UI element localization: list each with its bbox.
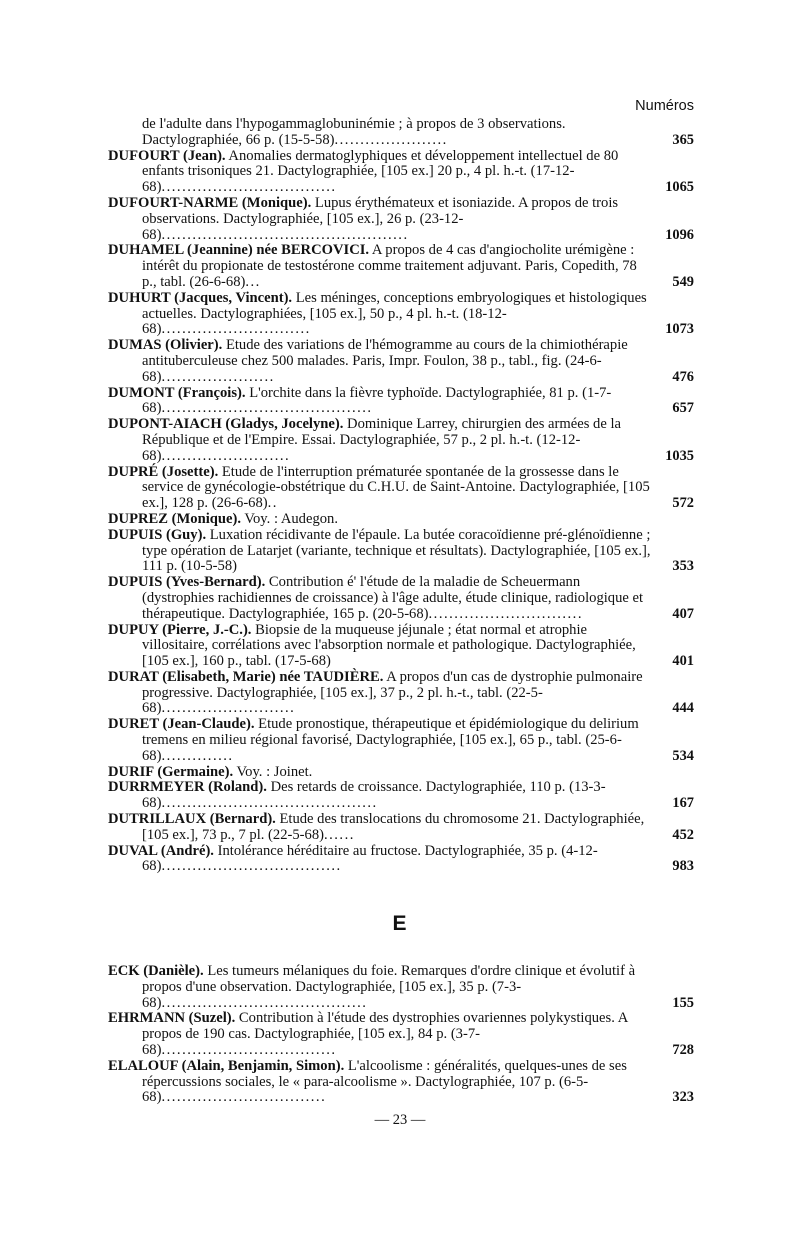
entry-text (108, 623, 694, 670)
entry-description: Etude des translocations du chromosome 21. Dactylographiée, [105 ex.], 73 p., 7 pl. (22-5-68) (142, 811, 645, 843)
author-name: ELALOUF (Alain, Benjamin, Simon). (108, 1057, 345, 1074)
list-item (108, 844, 694, 876)
thesis-number: 407 (672, 605, 694, 622)
author-name: DUMAS (Olivier). (108, 337, 223, 354)
list-item (108, 117, 694, 149)
entry-text (108, 196, 694, 243)
list-item (108, 465, 694, 512)
leader-dots: ...................... (334, 131, 448, 148)
author-name: EHRMANN (Suzel). (108, 1010, 236, 1027)
author-name: DUVAL (André). (108, 842, 214, 859)
leader-dots: ................................ (161, 1089, 327, 1106)
author-name: ECK (Danièle). (108, 963, 204, 979)
leader-dots: .............................. (428, 605, 583, 622)
author-name: DUPUY (Pierre, J.-C.). (108, 621, 252, 638)
author-name: DURRMEYER (Roland). (108, 779, 267, 796)
entry-description: L'alcoolisme : généralités, quelques-unes de ses répercussions sociales, le « para-alcoolisme ». Dactylographiée, 107 p. (6-5-68) (142, 1057, 627, 1106)
thesis-number: 401 (672, 653, 694, 670)
list-item (108, 291, 694, 338)
entry-description: Luxation récidivante de l'épaule. La butée coracoïdienne pré-glénoïdienne ; type opération de Latarjet (variante, technique et résultats). Dactylographiée, [105 ex.], 111 p. (10-5-58) (142, 526, 651, 575)
entry-description: A propos d'un cas de dystrophie pulmonaire progressive. Dactylographiée, [105 ex.], 37 p., 2 pl. h.-t., tabl. (22-5-68) (142, 668, 643, 717)
entry-description: Contribution à l'étude des dystrophies ovariennes polykystiques. A propos de 190 cas. Dactylographiée, [105 ex.], 84 p. (3-7-68) (142, 1010, 628, 1058)
thesis-number: 572 (672, 495, 694, 512)
thesis-number: 549 (672, 273, 694, 290)
entry-text (108, 1059, 694, 1106)
thesis-number: 323 (672, 1089, 694, 1106)
entry-description: Anomalies dermatoglyphiques et développement intellectuel de 80 enfants trisoniques 21. Dactylographiée, [105 ex.] 20 p., 4 pl. h.-t. (17-12-68) (142, 147, 619, 196)
entry-text (108, 512, 694, 528)
leader-dots: .............. (161, 747, 234, 764)
leader-dots: .. (267, 495, 278, 512)
entry-text (108, 149, 694, 196)
author-name: DUPRÉ (Josette). (108, 463, 219, 480)
entry-text (108, 964, 694, 1011)
list-item (108, 417, 694, 464)
thesis-number: 1073 (665, 321, 694, 338)
thesis-number: 167 (672, 795, 694, 812)
leader-dots: ... (245, 273, 261, 290)
leader-dots: ...................... (161, 368, 275, 385)
entry-text (108, 780, 694, 812)
entry-text (108, 243, 694, 290)
leader-dots: ............................. (161, 321, 311, 338)
leader-dots: ......................... (161, 447, 291, 464)
thesis-number: 155 (672, 994, 694, 1011)
thesis-number: 1035 (665, 447, 694, 464)
entry-description: L'orchite dans la fièvre typhoïde. Dactylographiée, 81 p. (1-7-68) (142, 384, 612, 417)
leader-dots: ................................................ (161, 226, 409, 243)
leader-dots: .......................................... (161, 795, 378, 812)
page-number: — 23 — (374, 1112, 426, 1128)
entry-description: Voy. : Joinet. (233, 763, 313, 780)
entry-description: Lupus érythémateux et isoniazide. A propos de trois observations. Dactylographiée, [105 ex.], 26 p. (23-12-68) (142, 194, 619, 243)
author-name: DURIF (Germaine). (108, 763, 234, 780)
author-name: DUFOURT (Jean). (108, 147, 226, 164)
list-item (108, 338, 694, 385)
entry-text (108, 417, 694, 464)
author-name: DURAT (Elisabeth, Marie) née TAUDIÈRE. (108, 668, 384, 685)
entry-description: Voy. : Audegon. (240, 510, 338, 527)
entry-description: A propos de 4 cas d'angiocholite urémigène : intérêt du propionate de testostérone comme traitement adjuvant. Paris, Copedith, 78 p., tabl. (26-6-68) (142, 242, 637, 290)
leader-dots: ...... (323, 826, 355, 843)
section-letter: E (392, 912, 408, 935)
list-item (108, 528, 694, 575)
author-name: DUMONT (François). (108, 384, 246, 401)
list-item (108, 1059, 694, 1106)
list-item (108, 386, 694, 418)
leader-dots: ......................................... (161, 400, 373, 417)
thesis-number: 365 (672, 131, 694, 148)
author-name: DUPONT-AIACH (Gladys, Jocelyne). (108, 416, 344, 433)
entry-text (108, 717, 694, 764)
entry-description: Etude de l'interruption prématurée spontanée de la grossesse dans le service de gynécologie-obstétrique du C.H.U. de Saint-Antoine. Dactylographiée, [105 ex.], 128 p. (26-6-68) (142, 463, 650, 512)
list-item (108, 717, 694, 764)
thesis-number: 983 (672, 858, 694, 875)
entry-text (108, 575, 694, 622)
thesis-number: 353 (672, 558, 694, 575)
entry-text (108, 1011, 694, 1058)
entry-description: Des retards de croissance. Dactylographiée, 110 p. (13-3-68) (142, 779, 606, 812)
entry-text (108, 528, 694, 575)
author-name: DURET (Jean-Claude). (108, 716, 255, 733)
thesis-number: 1096 (665, 226, 694, 243)
author-name: DUTRILLAUX (Bernard). (108, 811, 276, 828)
entry-text (108, 465, 694, 512)
list-item (108, 1011, 694, 1058)
thesis-number: 444 (672, 700, 694, 717)
entry-description: Les méninges, conceptions embryologiques et histologiques actuelles. Dactylographiées, [105 ex.], 50 p., 4 pl. h.-t. (18-12-68) (142, 289, 647, 338)
thesis-number: 534 (672, 747, 694, 764)
entry-text (108, 670, 694, 717)
entries-list-e (108, 964, 694, 1106)
thesis-number: 728 (672, 1041, 694, 1058)
list-item (108, 149, 694, 196)
author-name: DUHAMEL (Jeannine) née BERCOVICI. (108, 242, 370, 259)
thesis-number: 452 (672, 826, 694, 843)
thesis-number: 1065 (665, 179, 694, 196)
list-item (108, 512, 694, 528)
entry-text (108, 291, 694, 338)
list-item (108, 670, 694, 717)
list-item (108, 812, 694, 844)
author-name: DUPUIS (Guy). (108, 526, 207, 543)
entry-description: Intolérance héréditaire au fructose. Dactylographiée, 35 p. (4-12-68) (142, 842, 598, 875)
leader-dots: ........................................ (161, 994, 368, 1011)
entry-text (108, 386, 694, 418)
entry-description: Etude pronostique, thérapeutique et épidémiologique du delirium tremens en milieu régional favorisé, Dactylographiée, [105 ex.], 65 p., tabl. (25-6-68) (142, 716, 639, 764)
author-name: DUHURT (Jacques, Vincent). (108, 289, 293, 306)
list-item (108, 780, 694, 812)
entry-description: Les tumeurs mélaniques du foie. Remarques d'ordre clinique et évolutif à propos d'une observation. Dactylographiée, [105 ex.], 35 p. (7-3-68) (142, 963, 636, 1011)
entry-description: Contribution é' l'étude de la maladie de Scheuermann (dystrophies rachidiennes de croissance) à l'âge adulte, étude clinique, radiologique et thérapeutique. Dactylographiée, 165 p. (20-5-68) (142, 574, 644, 622)
entry-text (108, 338, 694, 385)
author-name: DUPUIS (Yves-Bernard). (108, 574, 266, 591)
entry-text (108, 812, 694, 844)
author-name: DUPREZ (Monique). (108, 510, 241, 527)
leader-dots: .................................. (161, 1041, 337, 1058)
list-item (108, 575, 694, 622)
list-item (108, 964, 694, 1011)
entry-description: Dominique Larrey, chirurgien des armées de la République et de l'Empire. Essai. Dactylographiée, 57 p., 2 pl. h.-t. (12-12-68) (142, 416, 621, 464)
author-name: DUFOURT-NARME (Monique). (108, 194, 312, 211)
list-item (108, 243, 694, 290)
entry-description: Biopsie de la muqueuse jéjunale ; état normal et atrophie villositaire, corrélations avec l'absorption normale et pathologique. Dactylographiée, [105 ex.], 160 p., tabl. (17-5-68) (142, 621, 636, 670)
thesis-number: 476 (672, 368, 694, 385)
entry-description: de l'adulte dans l'hypogammaglobuninémie ; à propos de 3 observations. Dactylographiée, 66 p. (15-5-58) (142, 116, 566, 148)
column-header: Numéros (635, 98, 694, 114)
list-item (108, 196, 694, 243)
entry-text (108, 844, 694, 876)
leader-dots: .................................. (161, 179, 337, 196)
list-item (108, 623, 694, 670)
entry-text (108, 765, 694, 781)
leader-dots: ................................... (161, 858, 342, 875)
entry-description: Etude des variations de l'hémogramme au cours de la chimiothérapie antituberculeuse chez 500 malades. Paris, Impr. Foulon, 38 p., tabl., fig. (24-6-68) (142, 337, 628, 385)
thesis-number: 657 (672, 400, 694, 417)
leader-dots: .......................... (161, 700, 296, 717)
entries-list-d (108, 117, 694, 875)
list-item (108, 765, 694, 781)
entry-text (108, 117, 694, 149)
